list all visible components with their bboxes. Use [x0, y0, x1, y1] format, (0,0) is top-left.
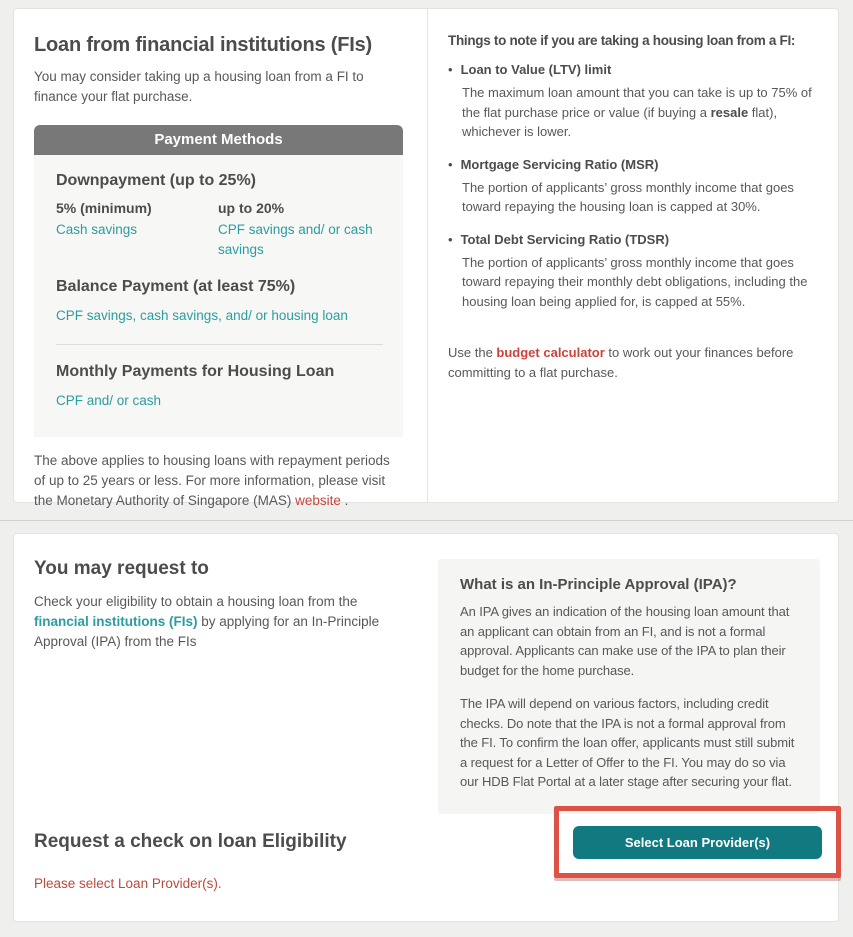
downpayment-remainder-cell [218, 200, 383, 260]
downpayment-minimum-cell [56, 200, 218, 260]
downpayment-title: Downpayment (up to 25%) [56, 172, 257, 189]
ltv-desc-bold: resale [710, 104, 749, 120]
msr-term: Mortgage Servicing Ratio (MSR) [460, 156, 659, 172]
ltv-description [462, 83, 824, 142]
tdsr-term: Total Debt Servicing Ratio (TDSR) [460, 231, 670, 247]
ltv-bullet [448, 62, 824, 142]
downpayment-minimum-label: 5% (minimum) [56, 200, 152, 216]
ltv-desc-before: The maximum loan amount that you can take is up to 75% of the flat purchase price or value (if buying a [462, 85, 812, 120]
things-to-note-column [428, 9, 838, 502]
request-desc-before: Check your eligibility to obtain a housing loan from the [34, 594, 358, 609]
loan-card-footnote [34, 451, 403, 511]
balance-payment-title: Balance Payment (at least 75%) [56, 278, 296, 295]
request-card-title: You may request to [34, 558, 209, 579]
button-highlight-outline [554, 806, 841, 878]
downpayment-remainder-value: CPF savings and/ or cash savings [218, 222, 373, 257]
payment-methods-divider [56, 344, 383, 345]
request-desc-after: by applying for an In-Principle Approval (IPA) from the FIs [34, 614, 380, 649]
payment-methods-body [34, 155, 403, 437]
monthly-payments-value: CPF and/ or cash [56, 393, 162, 408]
footnote-text-before: The above applies to housing loans with repayment periods of up to 25 years or less. For more information, please visit the Monetary Authority of Singapore (MAS) [34, 453, 390, 508]
payment-methods-table [34, 125, 403, 437]
budget-calculator-link[interactable]: budget calculator [496, 345, 605, 360]
tdsr-bullet [448, 232, 824, 312]
budget-calculator-note [448, 343, 824, 383]
bullet-dot-icon [448, 232, 453, 247]
bullet-dot-icon [448, 157, 453, 172]
ltv-bullet-head [448, 62, 824, 77]
msr-bullet [448, 157, 824, 217]
monthly-payments-section [56, 363, 383, 411]
section-divider [0, 520, 853, 521]
eligibility-title: Request a check on loan Eligibility [34, 831, 347, 852]
tdsr-description: The portion of applicants’ gross monthly income that goes toward repaying their monthly debt obligations, including the housing loan being applied for, is capped at 55%. [462, 254, 808, 309]
select-provider-warning: Please select Loan Provider(s). [34, 876, 222, 891]
tdsr-bullet-head [448, 232, 824, 247]
ltv-desc-after: flat), whichever is lower. [462, 104, 778, 139]
ipa-paragraph-1: An IPA gives an indication of the housing loan amount that an applicant can obtain from an FI, and is not a formal approval. Applicants can make use of the IPA to plan their budget for the home purchase. [460, 604, 790, 678]
ltv-term: Loan to Value (LTV) limit [460, 62, 612, 77]
balance-payment-value: CPF savings, cash savings, and/ or housing loan [56, 308, 348, 323]
ipa-box-title: What is an In-Principle Approval (IPA)? [460, 576, 737, 593]
downpayment-section [56, 172, 383, 260]
loan-info-column [14, 9, 428, 508]
calc-text-before: Use the [448, 345, 497, 360]
ipa-paragraph-2: The IPA will depend on various factors, including credit checks. Do note that the IPA is not a formal approval from the FI. To confirm the loan offer, applicants must still submit a request for a Letter of Offer to the FI. You may do so via our HDB Flat Portal at a later stage after securing your flat. [460, 696, 795, 789]
mas-website-link[interactable]: website [295, 493, 341, 508]
monthly-payments-title: Monthly Payments for Housing Loan [56, 363, 335, 380]
calc-text-after: to work out your finances before committing to a flat purchase. [448, 345, 794, 380]
request-card-description [34, 592, 386, 652]
ipa-info-box [438, 559, 820, 814]
loan-card-intro: You may consider taking up a housing loan from a FI to finance your flat purchase. [34, 69, 364, 104]
downpayment-remainder-label: up to 20% [218, 200, 285, 216]
balance-payment-section [56, 278, 383, 326]
downpayment-minimum-value: Cash savings [56, 222, 138, 237]
bullet-dot-icon [448, 62, 453, 77]
msr-bullet-head [448, 157, 824, 172]
msr-description: The portion of applicants’ gross monthly income that goes toward repaying the housing loan is capped at 30%. [462, 179, 794, 214]
request-loan-card [13, 533, 839, 922]
footnote-text-after: . [340, 493, 349, 508]
downpayment-row [56, 200, 383, 260]
loan-card-title: Loan from financial institutions (FIs) [34, 34, 372, 56]
select-loan-providers-button[interactable]: Select Loan Provider(s) [573, 826, 822, 859]
payment-methods-header: Payment Methods [34, 125, 403, 155]
financial-institutions-link[interactable]: financial institutions (FIs) [34, 614, 198, 629]
things-to-note-title: Things to note if you are taking a housing loan from a FI: [448, 33, 796, 48]
loan-from-fi-card [13, 8, 839, 508]
